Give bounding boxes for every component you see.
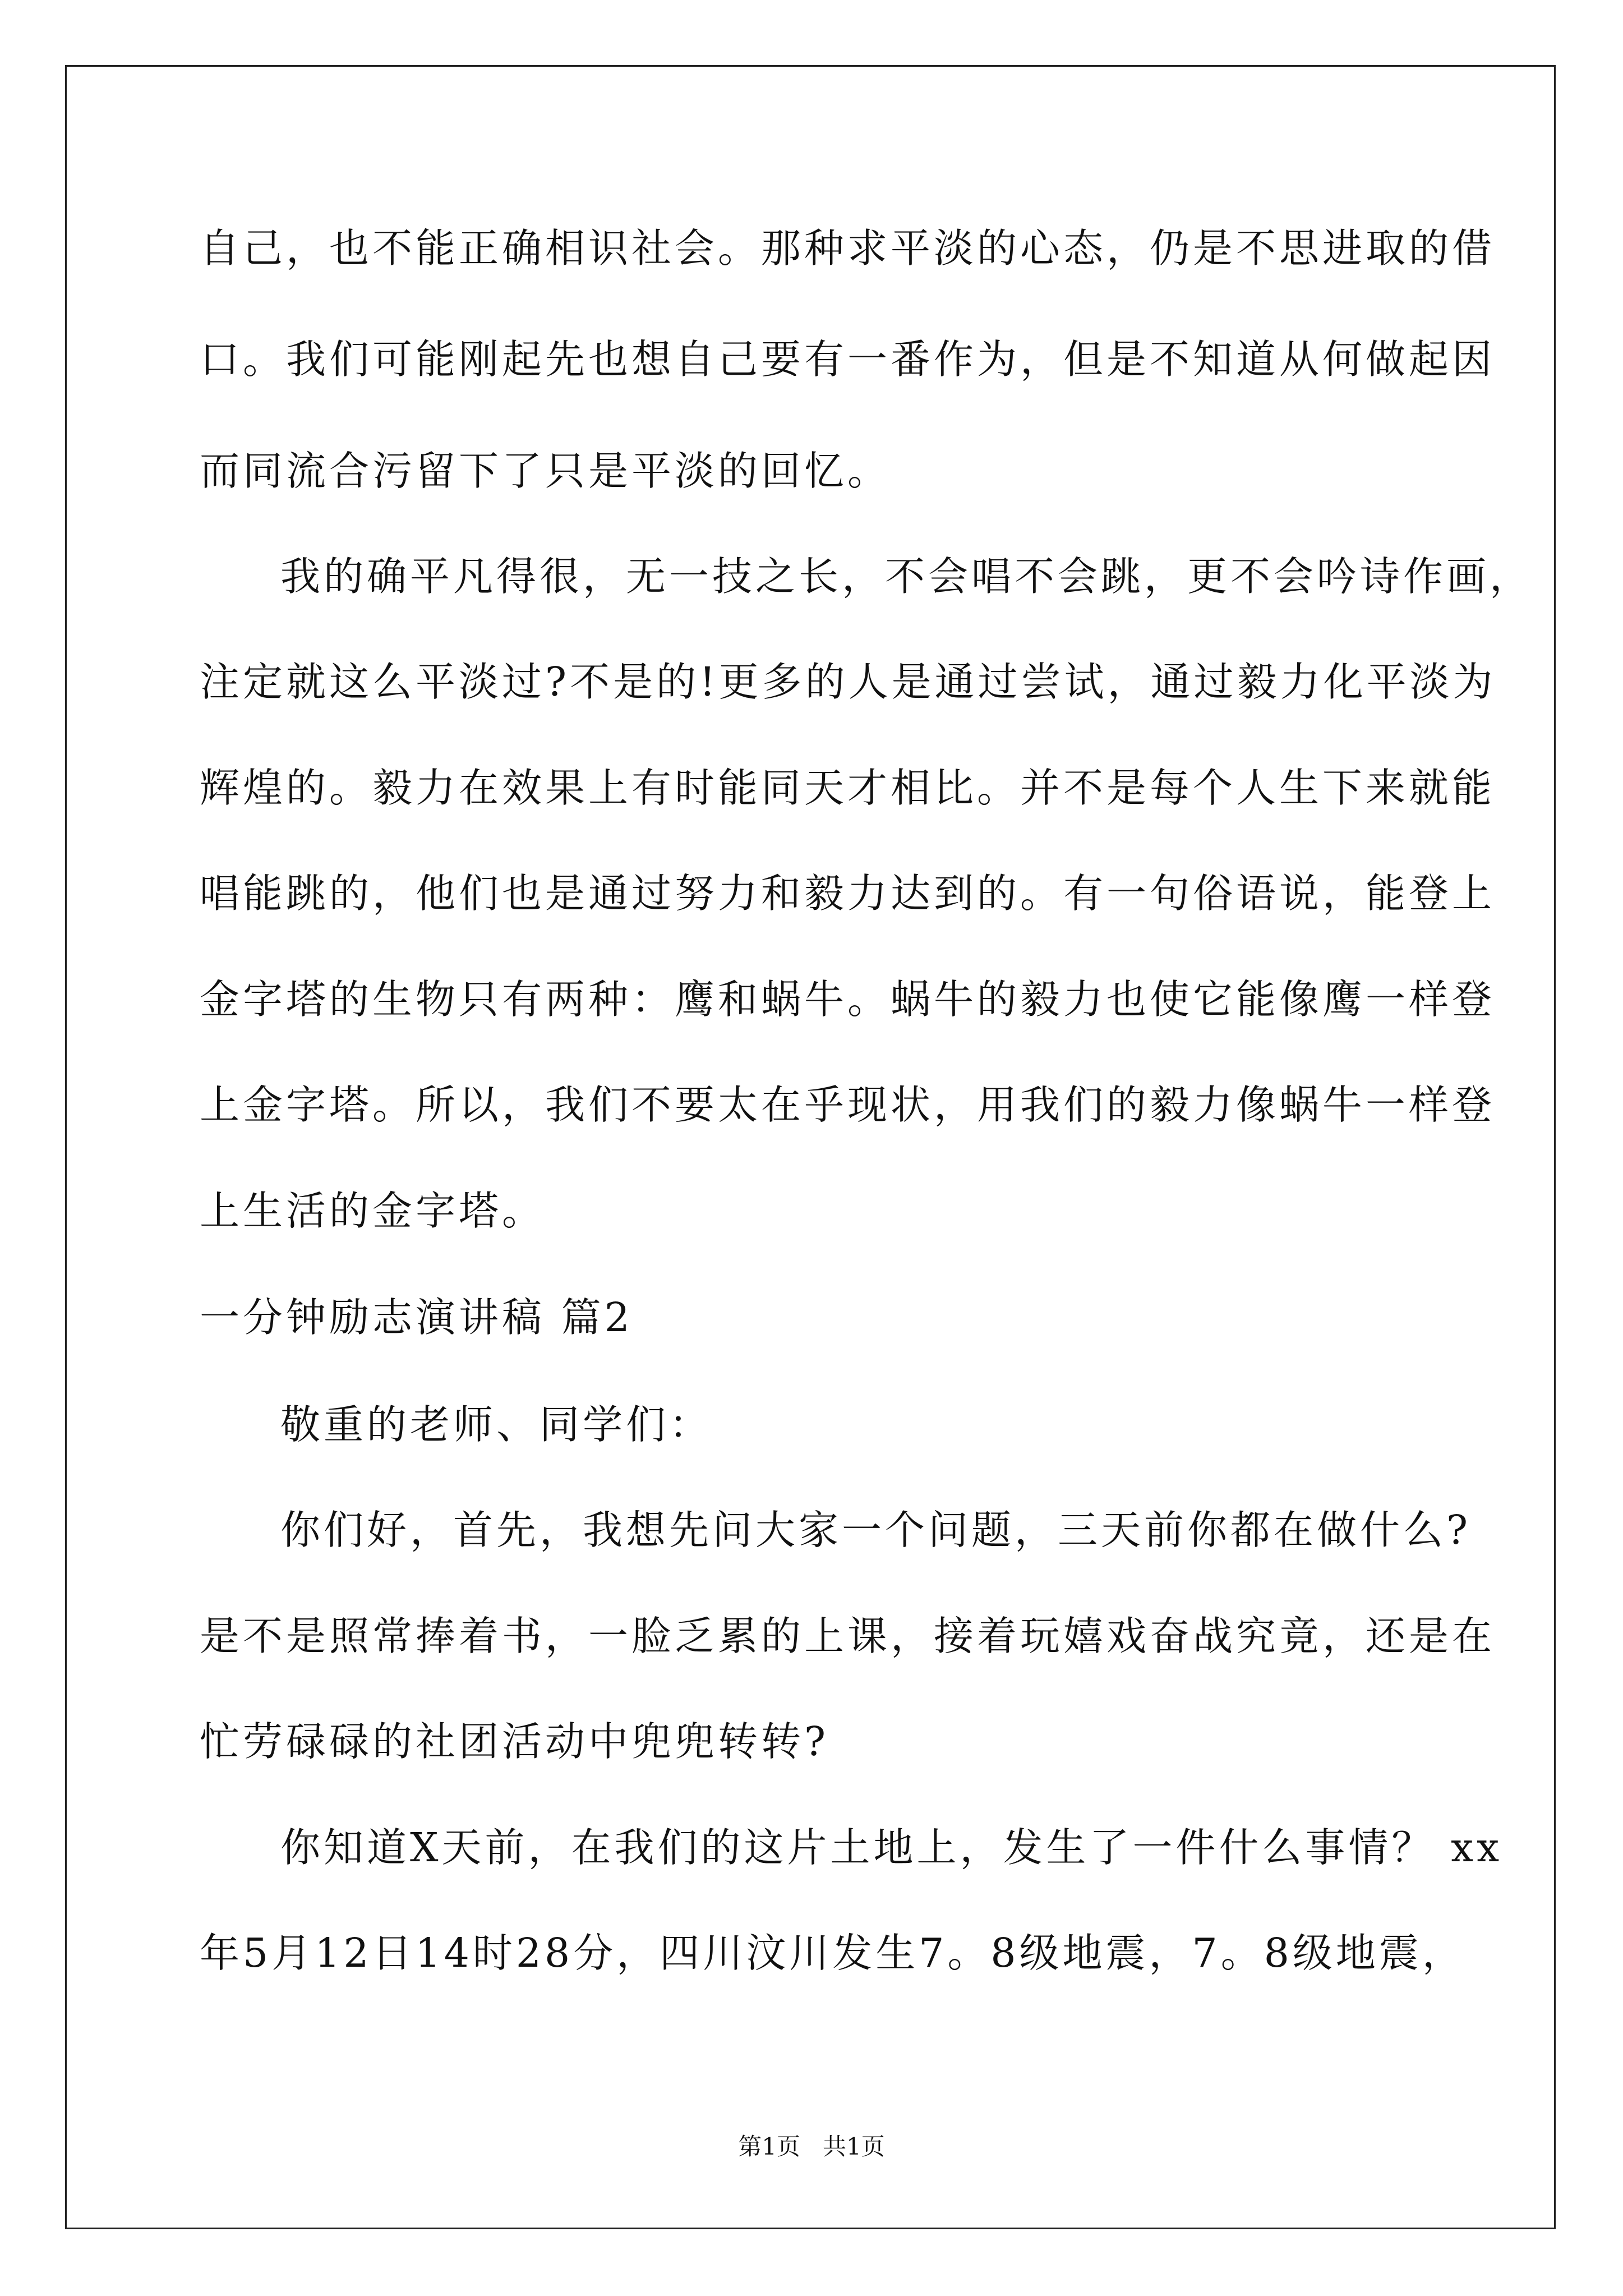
paragraph-line-9: 上金字塔。所以，我们不要太在乎现状，用我们的毅力像蜗牛一样登 <box>200 1082 1496 1128</box>
paragraph-line-10: 上生活的金字塔。 <box>200 1188 546 1234</box>
paragraph-line-8: 金字塔的生物只有两种：鹰和蜗牛。蜗牛的毅力也使它能像鹰一样登 <box>200 976 1496 1023</box>
paragraph-line-11: 你们好，首先，我想先问大家一个问题，三天前你都在做什么? <box>280 1507 1472 1553</box>
paragraph-line-12: 是不是照常捧着书，一脸乏累的上课，接着玩嬉戏奋战究竟，还是在 <box>200 1613 1496 1659</box>
paragraph-line-15: 年5月12日14时28分，四川汶川发生7。8级地震，7。8级地震， <box>200 1930 1465 1976</box>
paragraph-line-3: 而同流合污留下了只是平淡的回忆。 <box>200 448 891 494</box>
paragraph-line-6: 辉煌的。毅力在效果上有时能同天才相比。并不是每个人生下来就能 <box>200 765 1496 811</box>
paragraph-line-14: 你知道X天前，在我们的这片土地上，发生了一件什么事情？ xx <box>280 1824 1503 1871</box>
section-heading: 一分钟励志演讲稿 篇2 <box>200 1294 633 1341</box>
paragraph-line-13: 忙劳碌碌的社团活动中兜兜转转? <box>200 1718 829 1765</box>
paragraph-line-5: 注定就这么平淡过?不是的!更多的人是通过尝试，通过毅力化平淡为 <box>200 659 1496 705</box>
paragraph-line-2: 口。我们可能刚起先也想自己要有一番作为，但是不知道从何做起因 <box>200 336 1496 383</box>
page-border <box>65 65 1556 2229</box>
page-number-footer: 第1页 共1页 <box>738 2133 885 2160</box>
paragraph-line-1: 自己，也不能正确相识社会。那种求平淡的心态，仍是不思进取的借 <box>200 225 1496 272</box>
paragraph-line-4: 我的确平凡得很，无一技之长，不会唱不会跳，更不会吟诗作画， <box>280 553 1533 600</box>
salutation: 敬重的老师、同学们： <box>280 1401 713 1448</box>
paragraph-line-7: 唱能跳的，他们也是通过努力和毅力达到的。有一句俗语说，能登上 <box>200 870 1496 917</box>
